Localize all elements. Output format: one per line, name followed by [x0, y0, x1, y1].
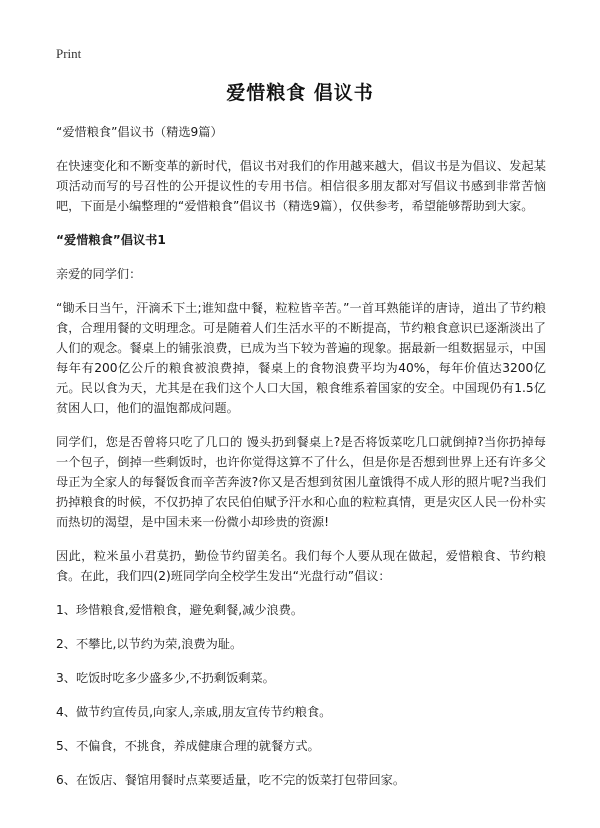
body-paragraph: 因此，粒米虽小君莫扔，勤俭节约留美名。我们每个人要从现在做起，爱惜粮食、节约粮食。在此，我们四(2)班同学向全校学生发出“光盘行动”倡议：	[56, 549, 546, 583]
list-item: 6、在饭店、餐馆用餐时点菜要适量，吃不完的饭菜打包带回家。	[56, 773, 406, 787]
list-item: 2、不攀比,以节约为荣,浪费为耻。	[56, 637, 243, 651]
document-title: 爱惜粮食 倡议书	[226, 82, 374, 104]
print-label: Print	[56, 46, 82, 61]
greeting: 亲爱的同学们：	[56, 267, 142, 281]
list-item: 3、吃饭时吃多少盛多少,不扔剩饭剩菜。	[56, 671, 275, 685]
document-subtitle: “爱惜粮食”倡议书（精选9篇）	[56, 125, 223, 139]
body-paragraph: 同学们，您是否曾将只吃了几口的 馒头扔到餐桌上?是否将饭菜吃几口就倒掉?当你扔掉每一个包子，倒掉一些剩饭时，也许你觉得这算不了什么，但是你是否想到世界上还有许多父母正为全家人的每餐饭食而辛苦奔波?你又是否想到贫困儿童饿得不成人形的照片呢?当我们扔掉粮食的时候，不仅扔掉了农民伯伯赋予汗水和心血的粒粒真情，更是灾区人民一份朴实而热切的渴望，是中国未来一份微小却珍贵的资源!	[56, 435, 546, 529]
list-item: 4、做节约宣传员,向家人,亲戚,朋友宣传节约粮食。	[56, 705, 332, 719]
list-item: 1、珍惜粮食,爱惜粮食，避免剩餐,减少浪费。	[56, 603, 304, 617]
list-item: 5、不偏食，不挑食，养成健康合理的就餐方式。	[56, 739, 320, 753]
document-body	[56, 122, 546, 804]
intro-paragraph: 在快速变化和不断变革的新时代，倡议书对我们的作用越来越大，倡议书是为倡议、发起某项活动而写的号召性的公开提议性的专用书信。相信很多朋友都对写倡议书感到非常苦恼吧，下面是小编整理的“爱惜粮食”倡议书（精选9篇），仅供参考，希望能够帮助到大家。	[56, 159, 546, 213]
section-heading: “爱惜粮食”倡议书1	[56, 233, 166, 247]
body-paragraph: “锄禾日当午，汗滴禾下土;谁知盘中餐，粒粒皆辛苦。”一首耳熟能详的唐诗，道出了节约粮食，合理用餐的文明理念。可是随着人们生活水平的不断提高，节约粮食意识已逐渐淡出了人们的观念。餐桌上的铺张浪费，已成为当下较为普遍的现象。据最新一组数据显示，中国每年有200亿公斤的粮食被浪费掉，餐桌上的食物浪费平均为40%，每年价值达3200亿元。民以食为天，尤其是在我们这个人口大国，粮食维系着国家的安全。中国现仍有1.5亿贫困人口，他们的温饱都成问题。	[56, 301, 546, 415]
